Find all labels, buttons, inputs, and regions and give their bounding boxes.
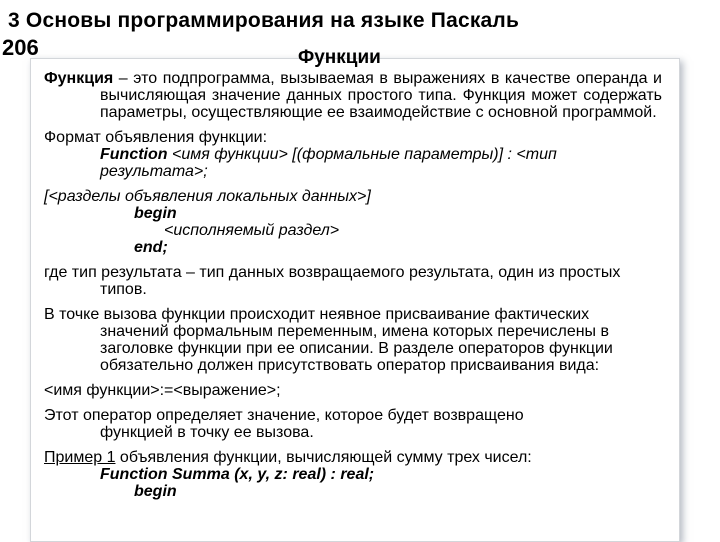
slide-title: Функции	[298, 47, 381, 68]
format-line	[44, 146, 662, 180]
format-signature: <имя функции> [(формальные параметры)] : <тип результата>;	[100, 146, 557, 180]
call-paragraph: В точке вызова функции происходит неявное присваивание фактических значений формальным переменным, имена которых перечислены в заголовке функции при ее описании. В разделе операторов функции обязательно должен присутствовать оператор присваивания вида:	[44, 306, 613, 374]
definition-term: Функция	[44, 70, 114, 87]
example-begin: begin	[134, 483, 177, 500]
exec-section: <исполняемый раздел>	[164, 222, 340, 239]
begin-keyword: begin	[134, 205, 177, 222]
slide-content	[44, 70, 662, 500]
example-text: объявления функции, вычисляющей сумму трех чисел:	[115, 449, 532, 466]
function-keyword: Function	[100, 146, 168, 163]
example-heading	[44, 449, 662, 466]
page-number: 206	[2, 35, 39, 60]
definition-paragraph	[44, 70, 662, 121]
end-keyword: end;	[134, 239, 168, 256]
example-label: Пример 1	[44, 449, 116, 466]
definition-text: – это подпрограмма, вызываемая в выражениях в качестве операнда и вычисляющая значение данных простого типа. Функция может содержать параметры, осуществляющие ее взаимодействие с основной программой.	[100, 70, 662, 121]
chapter-header: 3 Основы программирования на языке Паскаль	[8, 9, 520, 32]
example-code: Function Summa (x, y, z: real) : real;	[100, 466, 375, 483]
assign-form: <имя функции>:=<выражение>;	[44, 382, 281, 399]
format-heading: Формат объявления функции:	[44, 129, 268, 146]
result-type-paragraph: где тип результата – тип данных возвращаемого результата, один из простых типов.	[44, 264, 621, 298]
operator-paragraph: Этот оператор определяет значение, которое будет возвращено функцией в точку ее вызова.	[44, 407, 524, 441]
local-declarations: [<разделы объявления локальных данных>]	[44, 188, 371, 205]
